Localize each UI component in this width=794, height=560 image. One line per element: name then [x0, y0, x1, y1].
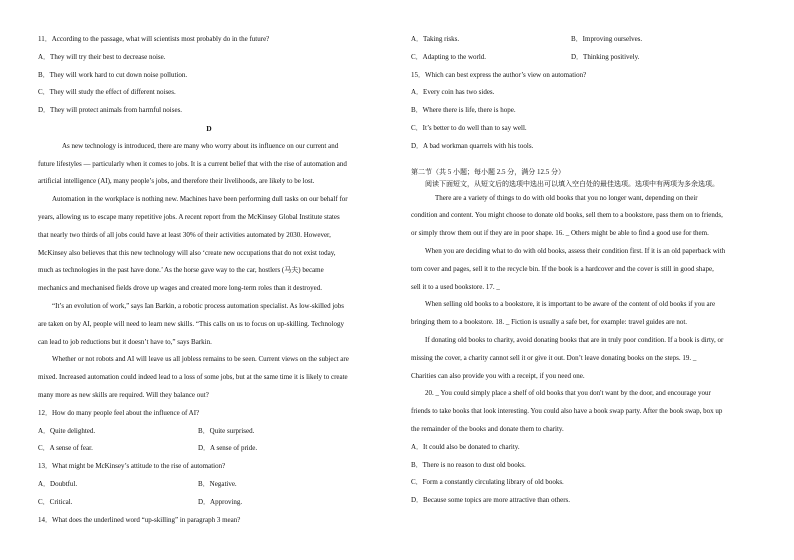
passage-d-line: mixed. Increased automation could indeed lead to a loss of some jobs, but at the same time it is likely to create: [38, 373, 348, 382]
q15-option-a: A．Every coin has two sides.: [411, 88, 495, 97]
q13-option-c: C．Critical.: [38, 497, 73, 506]
passage-d-line: mechanics and mechanised fields drove up wages and created more long-term roles than it destroyed.: [38, 284, 322, 293]
q14-option-b: B．Improving ourselves.: [571, 35, 643, 43]
passage-d-line: much as technologies in the past have done.’ As the horse gave way to the car, hostlers (马夫) became: [38, 266, 324, 275]
passage-d-line: artificial intelligence (AI), many people’s jobs, and therefore their livelihoods, are likely to be lost.: [38, 177, 315, 186]
q14-options-row-1: [411, 31, 761, 49]
q11-option-d: D．They will protect animals from harmful noises.: [38, 106, 183, 115]
passage-2-line: bringing them to a bookstore. 18. _ Fiction is usually a safe bet, for example: travel guides are not.: [411, 318, 688, 327]
spacer: [411, 156, 761, 166]
q11-option-a: A．They will try their best to decrease noise.: [38, 52, 166, 61]
passage-2-line: When you are deciding what to do with old books, assess their condition first. If it is an old paperback with: [425, 246, 726, 255]
q12-option-b: B．Quite surprised.: [198, 426, 255, 435]
passage-2-line: friends to take books that look interesting. You could also have a book swap party. After the book swap, box up: [411, 407, 723, 416]
passage-d-line: are taken on by AI, people will need to learn new skills. “This calls on us to focus on up-skilling. Technology: [38, 319, 344, 328]
q13-option-d: D．Approving.: [198, 497, 243, 506]
left-column: [38, 31, 380, 529]
q14-options-row-2: [411, 49, 761, 67]
q14-option-a: A．Taking risks.: [411, 35, 460, 43]
passage-2-line: Charities can also provide you with a receipt, if you need one.: [411, 371, 585, 380]
passage-2-line: If donating old books to charity, avoid donating books that are in truly poor condition. If a book is dirty, or: [425, 335, 724, 344]
q13-options-row-1: [38, 476, 380, 494]
passage-2-line: sell it to a used bookstore. 17. _: [411, 282, 500, 291]
passage-2-line: the remainder of the books and donate them to charity.: [411, 424, 564, 433]
q15-option-c: C．It’s better to do well than to say well.: [411, 123, 527, 132]
passage-d-line: years, allowing us to escape many repetitive jobs. A recent report from the McKinsey Global Institute states: [38, 212, 340, 221]
passage-2-line: condition and content. You might choose to donate old books, sell them to a bookstore, pass them on to friends,: [411, 211, 723, 220]
passage-2-line: torn cover and pages, sell it to the recycle bin. If the book is a hardcover and the cover is still in good shape,: [411, 264, 714, 273]
passage-d-line: Whether or not robots and AI will leave us all jobless remains to be seen. Current views on the subject are: [52, 355, 349, 364]
q13-options-row-2: [38, 494, 380, 512]
section-2-instructions: 阅读下面短文，从短文后的选项中选出可以填入空白处的最佳选项。选项中有两项为多余选项。: [425, 179, 719, 188]
q11-option-b: B．They will work hard to cut down noise pollution.: [38, 70, 188, 79]
answer-option-b: B．There is no reason to dust old books.: [411, 460, 526, 469]
q11-option-c: C．They will study the effect of different noises.: [38, 88, 176, 97]
passage-d-line: McKinsey also believes that this new technology will also ‘create new occupations that do not exist today,: [38, 248, 336, 257]
question-13-stem: 13．What might be McKinsey’s attitude to the rise of automation?: [38, 462, 226, 471]
passage-d-line: can lead to job reductions but it doesn’t have to,” says Barkin.: [38, 337, 212, 346]
q12-option-c: C．A sense of fear.: [38, 444, 93, 453]
q13-option-b: B．Negative.: [198, 479, 237, 488]
answer-option-d: D．Because some topics are more attractive than others.: [411, 496, 570, 505]
q15-option-d: D．A bad workman quarrels with his tools.: [411, 141, 534, 150]
passage-d-line: Automation in the workplace is nothing new. Machines have been performing dull tasks on our behalf for: [52, 195, 348, 204]
q14-option-c: C．Adapting to the world.: [411, 52, 487, 61]
question-12-stem: 12．How do many people feel about the influence of AI?: [38, 408, 200, 417]
passage-d-line: that nearly two thirds of all jobs could have at least 30% of their activities automated by 2030. However,: [38, 230, 331, 239]
question-14-stem: 14．What does the underlined word “up-skilling” in paragraph 3 mean?: [38, 515, 241, 524]
passage-d-line: As new technology is introduced, there are many who worry about its influence on our current and: [62, 141, 339, 150]
q13-option-a: A．Doubtful.: [38, 479, 78, 488]
q12-option-d: D．A sense of pride.: [198, 444, 258, 453]
question-15-stem: 15．Which can best express the author’s view on automation?: [411, 70, 587, 79]
passage-2-line: missing the cover, a charity cannot sell it or give it out. Don’t leave donating books on the steps. 19. _: [411, 353, 697, 362]
q12-options-row-1: [38, 423, 380, 441]
q12-option-a: A．Quite delighted.: [38, 426, 96, 435]
q15-option-b: B．Where there is life, there is hope.: [411, 106, 516, 115]
section-d-heading: D: [206, 123, 212, 133]
answer-option-a: A．It could also be donated to charity.: [411, 442, 520, 451]
passage-2-line: 20. _ You could simply place a shelf of old books that you don't want by the door, and encourage your: [425, 389, 711, 398]
right-column: [411, 31, 761, 510]
passage-2-line: or simply throw them out if they are in poor shape. 16. _ Others might be able to find a good use for them.: [411, 229, 709, 238]
q12-options-row-2: [38, 440, 380, 458]
passage-2-line: There are a variety of things to do with old books that you no longer want, depending on their: [435, 193, 698, 202]
passage-d-line: future lifestyles — particularly when it comes to jobs. It is a current belief that with the rise of automation and: [38, 159, 347, 168]
q14-option-d: D．Thinking positively.: [571, 52, 640, 61]
section-2-title: 第二节（共 5 小题；每小题 2.5 分，满分 12.5 分）: [411, 167, 565, 176]
passage-d-line: “It’s an evolution of work,” says Ian Barkin, a robotic process automation specialist. As low-skilled jobs: [52, 301, 344, 310]
answer-option-c: C．Form a constantly circulating library of old books.: [411, 478, 564, 487]
passage-2-line: When selling old books to a bookstore, it is important to be aware of the content of old books if you are: [425, 300, 716, 309]
question-11-stem: 11．According to the passage, what will scientists most probably do in the future?: [38, 35, 270, 43]
passage-d-line: many more as new skills are required. Will they balance out?: [38, 390, 209, 399]
